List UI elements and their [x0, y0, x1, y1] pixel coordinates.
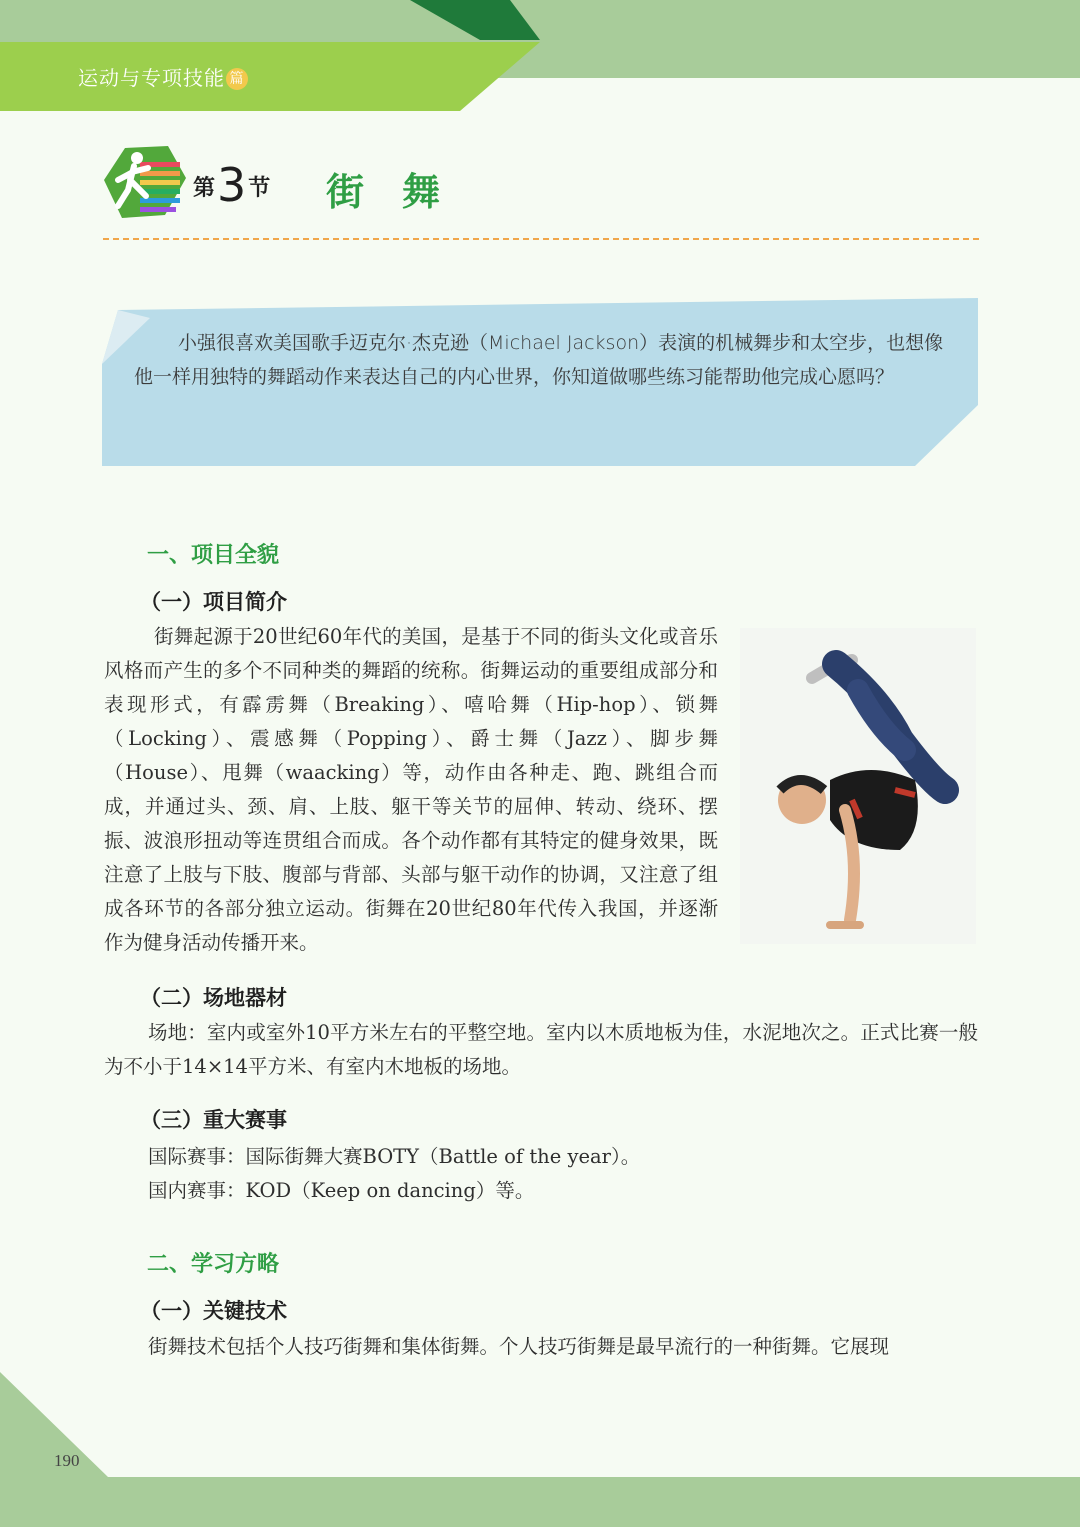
- part2-heading: 二、学习方略: [147, 1252, 280, 1277]
- section-number: [193, 158, 270, 212]
- header-label: 运动与专项技能 篇: [78, 62, 248, 91]
- part1-sub3-heading: （三）重大赛事: [140, 1107, 287, 1132]
- header-badge: 篇: [226, 68, 248, 90]
- section-title: 街舞: [326, 170, 479, 214]
- part1-sub1-heading: （一）项目简介: [140, 589, 287, 614]
- section-number-value: 3: [217, 158, 247, 212]
- part1-heading: 一、项目全貌: [147, 543, 280, 568]
- part1-sub3-line2: 国内赛事：KOD（Keep on dancing）等。: [148, 1179, 535, 1202]
- part1-sub3-line1: 国际赛事：国际街舞大赛BOTY（Battle of the year）。: [148, 1145, 641, 1168]
- section-logo: [104, 146, 186, 218]
- footer-band: [0, 1372, 1080, 1527]
- part2-sub1-text: 街舞技术包括个人技巧街舞和集体街舞。个人技巧街舞是最早流行的一种街舞。它展现: [148, 1335, 890, 1358]
- intro-text: 小强很喜欢美国歌手迈克尔·杰克逊（Michael Jackson）表演的机械舞步和太空步，也想像他一样用独特的舞蹈动作来表达自己的内心世界，你知道做哪些练习能帮助他完成心愿吗？: [134, 332, 944, 388]
- part1-sub2-heading: （二）场地器材: [140, 985, 287, 1010]
- page-number: 190: [54, 1451, 80, 1470]
- section-suffix: 节: [248, 176, 271, 201]
- part1-sub1-text: 街舞起源于20世纪60年代的美国，是基于不同的街头文化或音乐风格而产生的多个不同种类的舞蹈的统称。街舞运动的重要组成部分和表现形式，有霹雳舞（Breaking）、嘻哈舞（Hip-hop）、锁舞（Locking）、震感舞（Popping）、爵士舞（Jazz）、脚步舞（House）、甩舞（waacking）等，动作由各种走、跑、跳组合而成，并通过头、颈、肩、上肢、躯干等关节的屈伸、转动、绕环、摆振、波浪形扭动等连贯组合而成。各个动作都有其特定的健身效果，既注意了上肢与下肢、腹部与背部、头部与躯干动作的协调，又注意了组成各环节的各部分独立运动。街舞在20世纪80年代传入我国，并逐渐作为健身活动传播开来。: [104, 625, 718, 954]
- section-prefix: 第: [193, 176, 216, 201]
- title-divider: [103, 238, 979, 240]
- breakdancer-illustration: [740, 628, 976, 944]
- part1-sub2-text: 场地：室内或室外10平方米左右的平整空地。室内以木质地板为佳，水泥地次之。正式比赛一般为不小于14×14平方米、有室内木地板的场地。: [104, 1021, 978, 1078]
- part2-sub1-heading: （一）关键技术: [140, 1298, 287, 1323]
